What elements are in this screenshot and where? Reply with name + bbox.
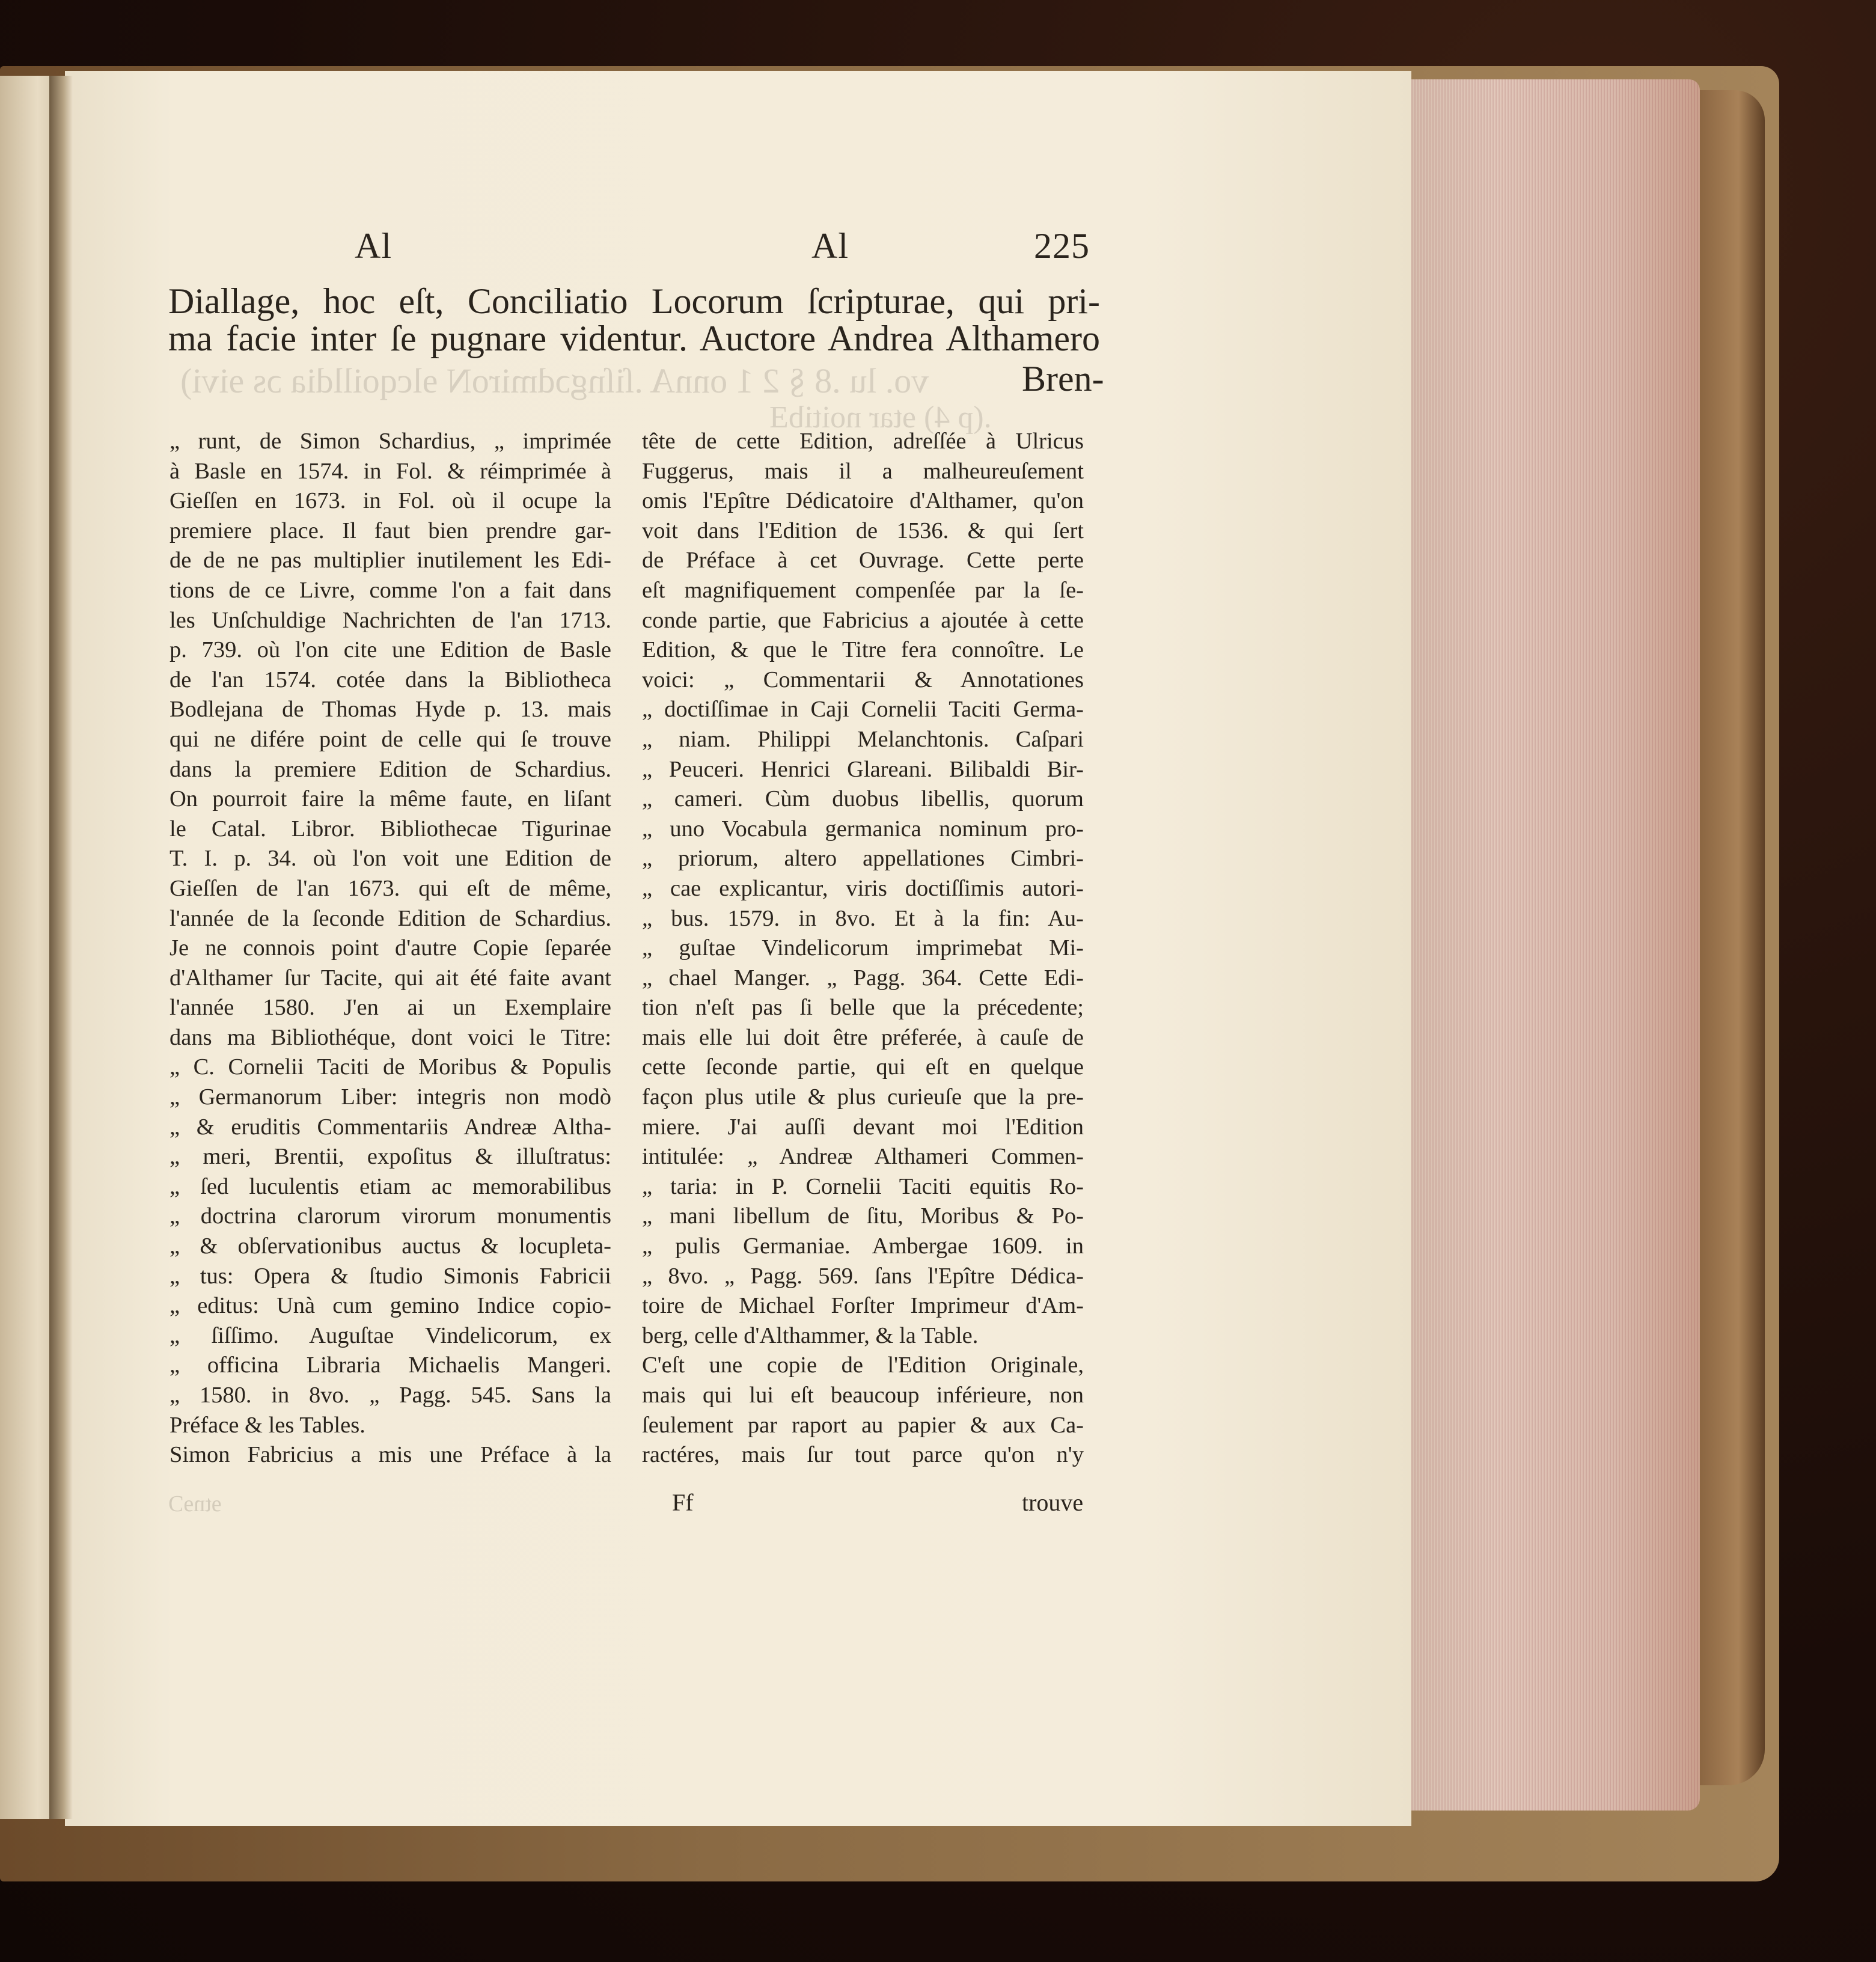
text-line: Je ne connois point d'autre Copie ſeparée: [170, 935, 611, 961]
text-line: le Catal. Libror. Bibliothecae Tigurinae: [170, 816, 611, 842]
text-line: mais elle lui doit être préferée, à cauſe de: [642, 1024, 1084, 1050]
text-line: „ ſiſſimo. Auguſtae Vindelicorum, ex: [170, 1322, 611, 1348]
text-line: voici: „ Commentarii & Annotationes: [642, 667, 1084, 692]
text-line: „ ſed luculentis etiam ac memorabilibus: [170, 1173, 611, 1199]
page-block-fore-edge: [1411, 79, 1700, 1811]
text-line: „ officina Libraria Michaelis Mangeri.: [170, 1352, 611, 1378]
text-line: tion n'eſt pas ſi belle que la précedente;: [642, 995, 1084, 1021]
page-number: 225: [1034, 226, 1090, 266]
text-line: toire de Michael Forſter Imprimeur d'Am-: [642, 1293, 1084, 1319]
text-line: à Basle en 1574. in Fol. & réimprimée à: [170, 458, 611, 484]
catchword: trouve: [1022, 1489, 1084, 1516]
text-line: „ bus. 1579. in 8vo. Et à la fin: Au-: [642, 905, 1084, 931]
page-gutter: [49, 76, 73, 1819]
show-through-text-2: .(p 4) ɘtar noitibƎ: [769, 400, 992, 435]
text-line: „ Peuceri. Henrici Glareani. Bilibaldi Bir-: [642, 756, 1084, 782]
text-line: tête de cette Edition, adreſſée à Ulricus: [642, 429, 1084, 454]
text-line: „ editus: Unà cum gemino Indice copio-: [170, 1293, 611, 1319]
text-line: voit dans l'Edition de 1536. & qui ſert: [642, 518, 1084, 543]
text-line: Simon Fabricius a mis une Préface à la: [170, 1442, 611, 1468]
text-line: mais qui lui eſt beaucoup inférieure, non: [642, 1383, 1084, 1408]
text-line: de Préface à cet Ouvrage. Cette perte: [642, 548, 1084, 573]
text-line: miere. J'ai auſſi devant moi l'Edition: [642, 1114, 1084, 1140]
text-line: „ priorum, altero appellationes Cimbri-: [642, 846, 1084, 872]
facing-page-edge: [0, 76, 54, 1819]
text-line: „ 1580. in 8vo. „ Pagg. 545. Sans la: [170, 1383, 611, 1408]
text-line: „ pulis Germaniae. Ambergae 1609. in: [642, 1233, 1084, 1259]
title-catchword: Bren-: [1022, 359, 1104, 399]
text-line: omis l'Epître Dédicatoire d'Althamer, qu'on: [642, 488, 1084, 514]
text-line: „ chael Manger. „ Pagg. 364. Cette Edi-: [642, 965, 1084, 991]
text-line: „ runt, de Simon Schardius, „ imprimée: [170, 429, 611, 454]
text-line: Bodlejana de Thomas Hyde p. 13. mais: [170, 697, 611, 723]
entry-title: [168, 283, 1100, 357]
text-line: Gieſſen de l'an 1673. qui eſt de même,: [170, 875, 611, 901]
text-line: de de ne pas multiplier inutilement les Edi-: [170, 548, 611, 573]
text-line: „ doctrina clarorum virorum monumentis: [170, 1203, 611, 1229]
text-line: intitulée: „ Andreæ Althameri Commen-: [642, 1144, 1084, 1170]
text-line: „ taria: in P. Cornelii Taciti equitis Ro-: [642, 1173, 1084, 1199]
right-column: [642, 427, 1084, 1470]
text-line: l'année 1580. J'en ai un Exemplaire: [170, 995, 611, 1021]
text-line: On pourroit faire la même faute, en liſant: [170, 786, 611, 812]
left-column: [170, 427, 611, 1470]
text-line: „ uno Vocabula germanica nominum pro-: [642, 816, 1084, 842]
text-line: eſt magnifiquement compenſée par la ſe-: [642, 577, 1084, 603]
text-line: Gieſſen en 1673. in Fol. où il ocupe la: [170, 488, 611, 514]
text-line: „ cameri. Cùm duobus libellis, quorum: [642, 786, 1084, 812]
text-line: dans ma Bibliothéque, dont voici le Titre:: [170, 1024, 611, 1050]
text-line: ractéres, mais ſur tout parce qu'on n'y: [642, 1442, 1084, 1468]
text-line: „ mani libellum de ſitu, Moribus & Po-: [642, 1203, 1084, 1229]
text-line: premiere place. Il faut bien prendre gar-: [170, 518, 611, 543]
text-line: Fuggerus, mais il a malheureuſement: [642, 458, 1084, 484]
text-line: les Unſchuldige Nachrichten de l'an 1713.: [170, 607, 611, 633]
text-line: ſeulement par raport au papier & aux Ca-: [642, 1412, 1084, 1438]
text-line: „ guſtae Vindelicorum imprimebat Mi-: [642, 935, 1084, 961]
text-line: „ tus: Opera & ſtudio Simonis Fabricii: [170, 1263, 611, 1289]
text-line: dans la premiere Edition de Schardius.: [170, 756, 611, 782]
show-through-text: vo. lu .8 § 2 1 onnA .ſiſngɔdmiroN ɘlcqoilldia ɔs ɘivi): [180, 361, 929, 400]
signature-mark: Ff: [672, 1489, 694, 1516]
text-line: „ niam. Philippi Melanchtonis. Caſpari: [642, 726, 1084, 752]
running-head-left: Al: [355, 226, 392, 266]
text-line: qui ne difére point de celle qui ſe trouve: [170, 726, 611, 752]
text-line: „ meri, Brentii, expoſitus & illuſtratus:: [170, 1144, 611, 1170]
text-line: berg, celle d'Althammer, & la Table.: [642, 1322, 979, 1348]
text-line: Edition, & que le Titre fera connoître. Le: [642, 637, 1084, 663]
text-line: de l'an 1574. cotée dans la Bibliotheca: [170, 667, 611, 692]
text-line: „ doctiſſimae in Caji Cornelii Taciti Germa-: [642, 697, 1084, 723]
text-line: façon plus utile & plus curieuſe que la pre-: [642, 1084, 1084, 1110]
text-line: „ 8vo. „ Pagg. 569. ſans l'Epître Dédica-: [642, 1263, 1084, 1289]
text-line: C'eſt une copie de l'Edition Originale,: [642, 1352, 1084, 1378]
cover-edge: [1699, 90, 1765, 1785]
text-line: Préface & les Tables.: [170, 1412, 365, 1438]
text-line: T. I. p. 34. où l'on voit une Edition de: [170, 846, 611, 872]
text-line: d'Althamer ſur Tacite, qui ait été faite avant: [170, 965, 611, 991]
text-line: „ & obſervationibus auctus & locupleta-: [170, 1233, 611, 1259]
text-line: „ cae explicantur, viris doctiſſimis autori-: [642, 875, 1084, 901]
text-line: „ C. Cornelii Taciti de Moribus & Populis: [170, 1054, 611, 1080]
text-line: tions de ce Livre, comme l'on a fait dans: [170, 577, 611, 603]
text-line: conde partie, que Fabricius a ajoutée à cette: [642, 607, 1084, 633]
text-line: „ Germanorum Liber: integris non modò: [170, 1084, 611, 1110]
show-through-catchword: ɘtnɘƆ: [168, 1491, 222, 1517]
title-line: ma facie inter ſe pugnare videntur. Auctore Andrea Althamero: [168, 319, 1100, 358]
text-line: p. 739. où l'on cite une Edition de Basle: [170, 637, 611, 663]
text-line: l'année de la ſeconde Edition de Schardius.: [170, 905, 611, 931]
running-head-center: Al: [811, 226, 849, 266]
text-line: „ & eruditis Commentariis Andreæ Altha-: [170, 1114, 611, 1140]
text-line: cette ſeconde partie, qui eſt en quelque: [642, 1054, 1084, 1080]
title-line: Diallage, hoc eſt, Conciliatio Locorum ſcripturae, qui pri-: [168, 281, 1100, 321]
